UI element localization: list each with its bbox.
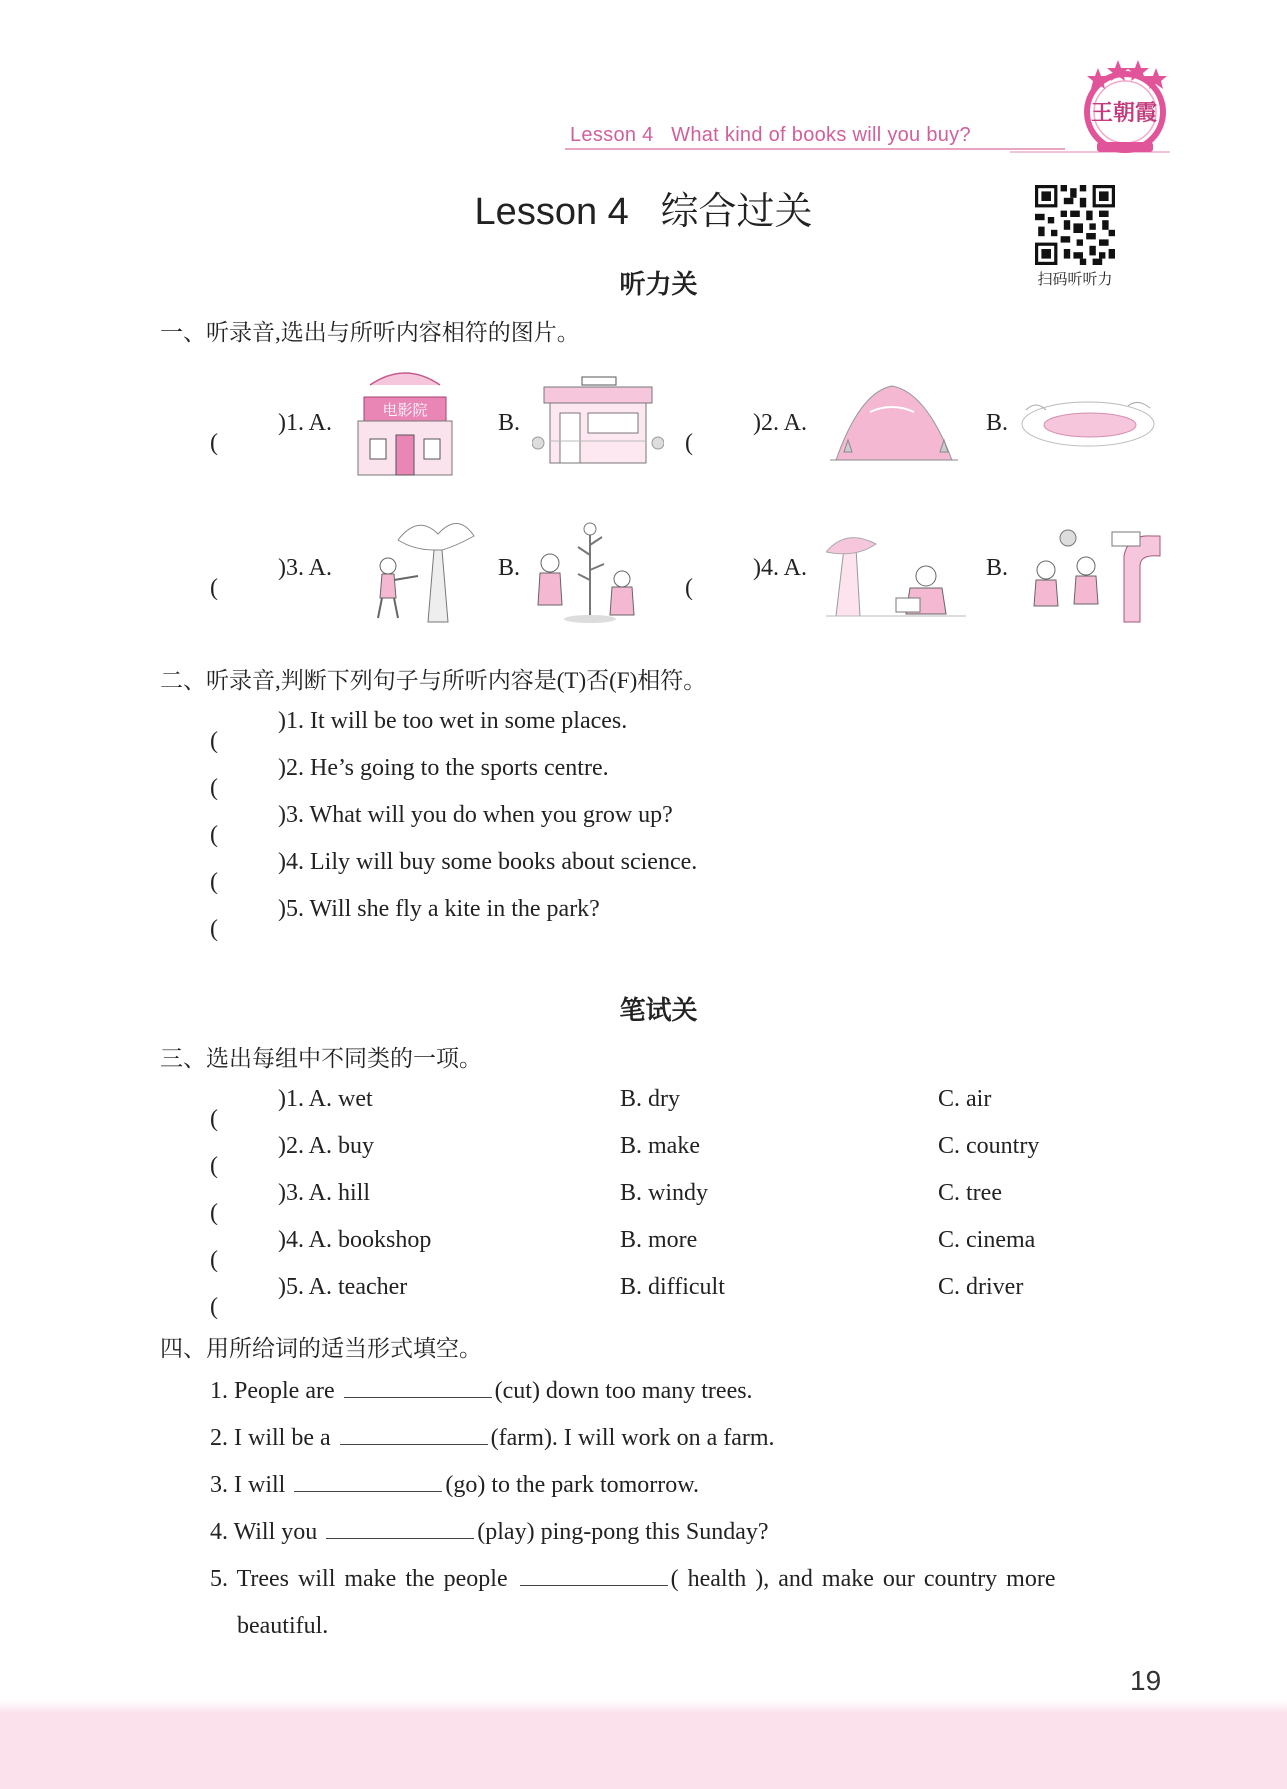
p3-item2 <box>210 1133 374 1179</box>
fill-blank[interactable] <box>340 1426 488 1445</box>
p3-item5 <box>210 1274 408 1320</box>
p1-item1-option-b: B. <box>498 410 521 436</box>
p3-item4-option-b: B. more <box>620 1227 698 1253</box>
footer-band <box>0 1712 1287 1789</box>
part4-instruction: 四、用所给词的适当形式填空。 <box>160 1336 482 1361</box>
p3-item2-option-c: C. country <box>938 1133 1040 1159</box>
sentence-start: 1. People are <box>210 1378 335 1404</box>
sentence-start: 2. I will be a <box>210 1425 331 1451</box>
statement-text: )1. It will be too wet in some places. <box>278 708 628 734</box>
p4-item1 <box>210 1378 753 1405</box>
p1-item4-label <box>685 555 807 601</box>
kids-planting-tree-picture-icon <box>532 515 644 623</box>
part3-instruction: 三、选出每组中不同类的一项。 <box>160 1046 482 1071</box>
p3-item1-option-b: B. dry <box>620 1086 680 1112</box>
statement-text: )5. Will she fly a kite in the park? <box>278 896 600 922</box>
answer-paren: ( <box>210 775 218 801</box>
p1-item4-option-b: B. <box>986 555 1009 581</box>
lake-picture-icon <box>1018 392 1158 452</box>
sentence-end: (farm). I will work on a farm. <box>490 1425 775 1451</box>
sentence-start: 3. I will <box>210 1472 286 1498</box>
fill-blank[interactable] <box>344 1379 492 1398</box>
part1-instruction: 一、听录音,选出与所听内容相符的图片。 <box>160 320 580 345</box>
statement-text: )4. Lily will buy some books about science. <box>278 849 698 875</box>
answer-paren: ( <box>210 1200 218 1226</box>
p4-item4 <box>210 1519 769 1546</box>
statement-text: )3. What will you do when you grow up? <box>278 802 673 828</box>
fill-blank[interactable] <box>520 1567 668 1586</box>
p3-item1-option-c: C. air <box>938 1086 992 1112</box>
p1-item2-option-b: B. <box>986 410 1009 436</box>
brand-logo-text: 王朝霞 <box>1090 100 1157 125</box>
p3-item5-option-b: B. difficult <box>620 1274 725 1300</box>
cinema-picture-icon <box>350 365 460 477</box>
answer-paren: ( <box>210 1106 218 1132</box>
p2-item4 <box>210 849 698 895</box>
page-number: 19 <box>1130 1665 1162 1696</box>
page-title: Lesson 4 综合过关 <box>474 191 813 233</box>
p4-item2 <box>210 1425 775 1452</box>
p2-item5 <box>210 896 600 942</box>
p1-item2-label <box>685 410 807 456</box>
p1-item3-option-b: B. <box>498 555 521 581</box>
sentence-end: (play) ping-pong this Sunday? <box>477 1519 769 1545</box>
item-number: )1. A. <box>278 410 332 436</box>
p4-item5-continuation: beautiful. <box>237 1613 329 1639</box>
p3-item3 <box>210 1180 371 1226</box>
answer-paren: ( <box>685 430 693 456</box>
p1-item1-label <box>210 410 332 456</box>
option-a: )2. A. buy <box>278 1133 374 1159</box>
fill-blank[interactable] <box>294 1473 442 1492</box>
p3-item5-option-c: C. driver <box>938 1274 1024 1300</box>
qr-code-icon[interactable] <box>1035 185 1115 265</box>
part2-instruction: 二、听录音,判断下列句子与所听内容是(T)否(F)相符。 <box>160 668 707 693</box>
qr-caption: 扫码听听力 <box>1037 272 1113 288</box>
sentence-start: 4. Will you <box>210 1519 318 1545</box>
p4-item3 <box>210 1472 699 1499</box>
statement-text: )2. He’s going to the sports centre. <box>278 755 609 781</box>
answer-paren: ( <box>210 869 218 895</box>
answer-paren: ( <box>210 728 218 754</box>
option-a: )5. A. teacher <box>278 1274 408 1300</box>
p4-item5 <box>210 1566 1056 1593</box>
listening-section-title: 听力关 <box>619 270 698 299</box>
p2-item1 <box>210 708 628 754</box>
cinema-sign-text: 电影院 <box>382 401 428 419</box>
p3-item3-option-b: B. windy <box>620 1180 709 1206</box>
header-lesson-label: Lesson 4 <box>570 124 654 146</box>
answer-paren: ( <box>210 916 218 942</box>
answer-paren: ( <box>210 575 218 601</box>
sentence-end: (cut) down too many trees. <box>494 1378 753 1404</box>
answer-paren: ( <box>210 1247 218 1273</box>
hill-picture-icon <box>830 372 958 464</box>
option-a: )1. A. wet <box>278 1086 373 1112</box>
answer-paren: ( <box>210 430 218 456</box>
fill-blank[interactable] <box>326 1520 474 1539</box>
p2-item2 <box>210 755 609 801</box>
p3-item2-option-b: B. make <box>620 1133 700 1159</box>
answer-paren: ( <box>210 1294 218 1320</box>
p1-item3-label <box>210 555 332 601</box>
answer-paren: ( <box>685 575 693 601</box>
p3-item3-option-c: C. tree <box>938 1180 1002 1206</box>
header-lesson-topic: What kind of books will you buy? <box>671 124 971 146</box>
item-number: )2. A. <box>753 410 807 436</box>
header-lesson <box>570 124 971 147</box>
sentence-start: 5. Trees will make the people <box>210 1566 508 1592</box>
sentence-end: ( health ), and make our country more <box>670 1566 1056 1592</box>
boy-cutting-tree-picture-icon <box>358 510 478 625</box>
option-a: )3. A. hill <box>278 1180 371 1206</box>
p3-item1 <box>210 1086 373 1132</box>
answer-paren: ( <box>210 1153 218 1179</box>
kids-basketball-picture-icon <box>1024 526 1164 624</box>
shop-picture-icon <box>532 375 664 467</box>
p3-item4-option-c: C. cinema <box>938 1227 1036 1253</box>
p2-item3 <box>210 802 673 848</box>
p3-item4 <box>210 1227 432 1273</box>
answer-paren: ( <box>210 822 218 848</box>
sentence-end: (go) to the park tomorrow. <box>445 1472 700 1498</box>
written-section-title: 笔试关 <box>619 996 698 1025</box>
header-rule <box>565 148 1065 150</box>
item-number: )3. A. <box>278 555 332 581</box>
item-number: )4. A. <box>753 555 807 581</box>
option-a: )4. A. bookshop <box>278 1227 432 1253</box>
girl-under-tree-picture-icon <box>826 528 966 620</box>
